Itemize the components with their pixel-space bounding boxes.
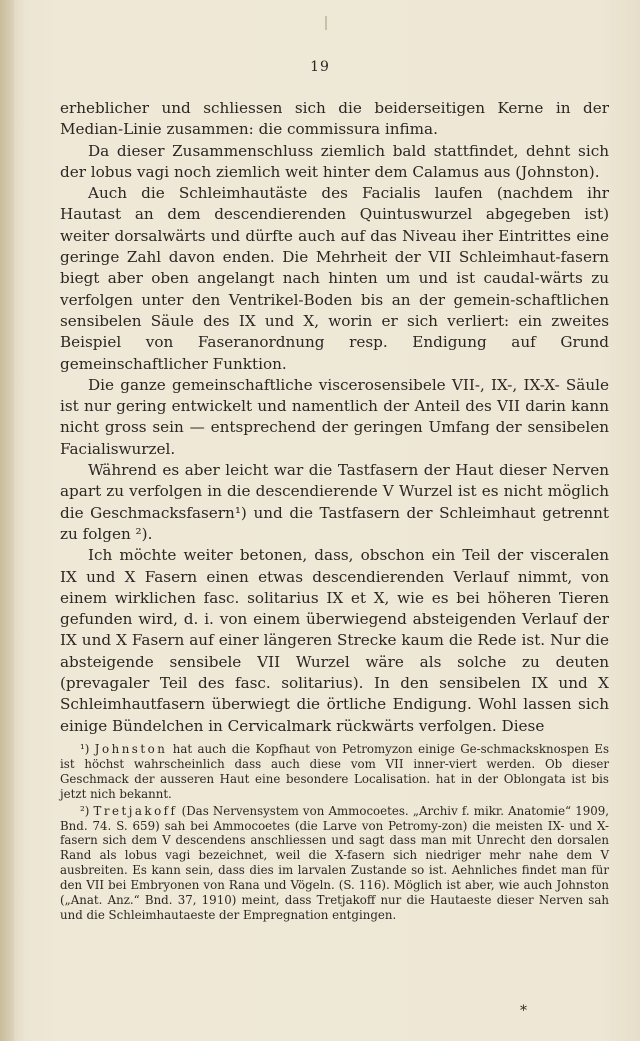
footnote bbox=[60, 804, 609, 923]
footnotes bbox=[60, 742, 609, 923]
print-mark bbox=[325, 16, 327, 30]
footnote-author: Johnston bbox=[94, 742, 168, 756]
footnote-text: hat auch die Kopfhaut von Petromyzon einige Ge-schmacksknospen Es ist höchst wahrscheinlich dass auch diese vom VII inner-viert werden. Ob dieser Geschmack der ausseren Haut eine besondere Localisation. hat in der Oblongata ist bis jetzt nich bekannt. bbox=[60, 742, 610, 801]
paragraph: Ich möchte weiter betonen, dass, obschon ein Teil der visceralen IX und X Fasern einen etwas descendierenden Verlauf nimmt, von einem wirklichen fasc. solitarius IX et X, wie es bei höheren Tieren gefunden wird, d. i. von einem überwiegend absteigenden Verlauf der IX und X Fasern auf einer längeren Strecke kaum die Rede ist. Nur die absteigende sensibele VII Wurzel wäre als solche zu deuten (prevagaler Teil des fasc. solitarius). In den sensibelen IX und X Schleimhautfasern überwiegt die örtliche Endigung. Wohl lassen sich einige Bündelchen in Cervicalmark rückwärts verfolgen. Diese bbox=[60, 546, 609, 735]
page-spine-shadow bbox=[0, 0, 14, 1041]
main-text bbox=[60, 98, 609, 737]
footnote bbox=[60, 742, 609, 802]
footnote-marker: ¹) bbox=[80, 742, 90, 756]
paragraph: Auch die Schleimhautäste des Facialis laufen (nachdem ihr Hautast an dem descendierenden Quintuswurzel abgegeben ist) weiter dorsalwärts und dürfte auch auf das Niveau iher Eintrittes eine geringe Zahl davon enden. Die Mehrheit der VII Schleimhaut-fasern biegt aber oben angelangt nach hinten um und ist caudal-wärts zu verfolgen unter den Ventrikel-Boden bis an der gemein-schaftlichen sensibelen Säule des IX und X, worin er sich verliert: ein zweites Beispiel von Faseranordnung resp. Endigung auf Grund gemeinschaftlicher Funktion. bbox=[60, 184, 609, 373]
page-number: 19 bbox=[310, 59, 330, 75]
paragraph: Während es aber leicht war die Tastfasern der Haut dieser Nerven apart zu verfolgen in die descendierende V Wurzel ist es nicht möglich die Geschmacksfasern¹) und die Tastfasern der Schleimhaut getrennt zu folgen ²). bbox=[60, 461, 609, 543]
footnote-text: (Das Nervensystem von Ammocoetes. „Archiv f. mikr. Anatomie“ 1909, Bnd. 74. S. 659) sah bei Ammocoetes (die Larve von Petromy-zon) die meisten IX- und X-fasern sich dem V descendens anschliessen und sagt dass man mit Unrecht den dorsalen Rand als lobus vagi bezeichnet, weil die X-fasern sich niedriger mehr nahe dem V ausbreiten. Es kann sein, dass dies im larvalen Zustande so ist. Aehnliches findet man für den VII bei Embryonen von Rana und Vögeln. (S. 116). Möglich ist aber, wie auch Johnston („Anat. Anz.“ Bnd. 37, 1910) meint, dass Tretjakoff nur die Hautaeste dieser Nerven sah und die Schleimhautaeste der Empregnation entgingen. bbox=[60, 803, 610, 922]
footnote-marker: ²) bbox=[80, 803, 90, 818]
paragraph: Die ganze gemeinschaftliche viscerosensibele VII-, IX-, IX-X- Säule ist nur gering entwickelt und namentlich der Anteil des VII darin kann nicht gross sein — entsprechend der geringen Umfang der sensibelen Facialiswurzel. bbox=[60, 375, 609, 458]
footnote-author: Tretjakoff bbox=[93, 803, 178, 818]
signature-mark: * bbox=[520, 1003, 527, 1019]
paragraph: Da dieser Zusammenschluss ziemlich bald stattfindet, dehnt sich der lobus vagi noch ziemlich weit hinter dem Calamus aus (Johnston). bbox=[60, 141, 609, 181]
paragraph: erheblicher und schliessen sich die beiderseitigen Kerne in der Median-Linie zusammen: die commissura infima. bbox=[60, 99, 609, 139]
